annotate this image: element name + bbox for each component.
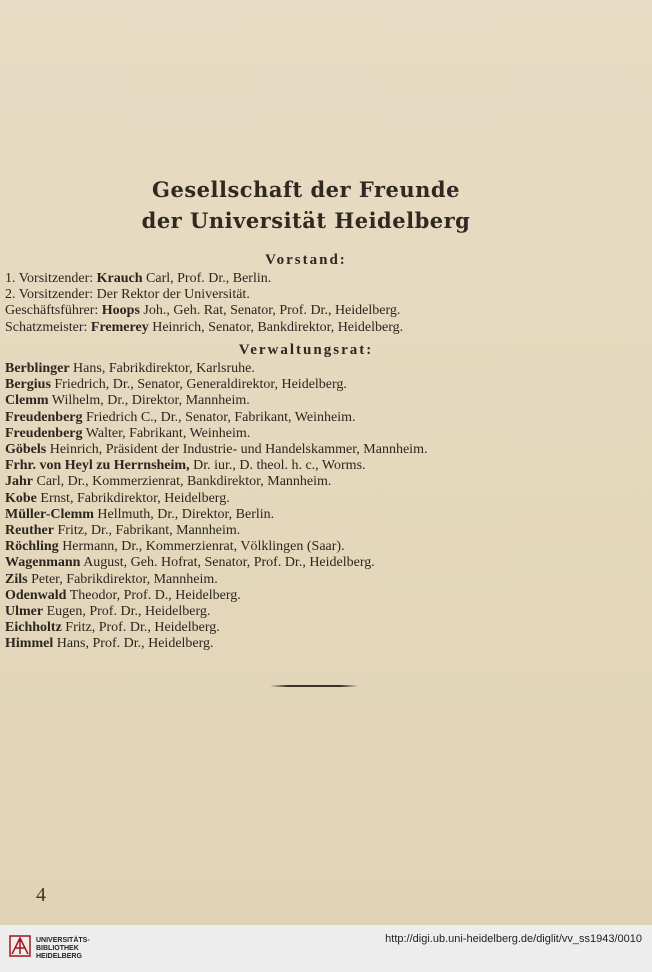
verwaltungsrat-heading: Verwaltungsrat: (238, 342, 374, 358)
member-entry: Kobe Ernst, Fabrikdirektor, Heidelberg. (5, 490, 230, 506)
member-entry: Himmel Hans, Prof. Dr., Heidelberg. (5, 636, 214, 652)
member-entry: Eichholtz Fritz, Prof. Dr., Heidelberg. (5, 620, 220, 636)
title-line-1: Gesellschaft der Freunde (152, 177, 460, 202)
member-entry: Zils Peter, Fabrikdirektor, Mannheim. (5, 571, 218, 587)
member-entry: Ulmer Eugen, Prof. Dr., Heidelberg. (5, 604, 211, 620)
member-entry: Reuther Fritz, Dr., Fabrikant, Mannheim. (5, 523, 241, 539)
member-entry: Jahr Carl, Dr., Kommerzienrat, Bankdirektor, Mannheim. (5, 474, 332, 490)
member-entry: Müller-Clemm Hellmuth, Dr., Direktor, Berlin. (5, 506, 275, 522)
vorstand-entry: 1. Vorsitzender: Krauch Carl, Prof. Dr., Berlin. (5, 271, 272, 286)
vorstand-entry: 2. Vorsitzender: Der Rektor der Universität. (5, 287, 250, 303)
member-entry: Freudenberg Friedrich C., Dr., Senator, Fabrikant, Weinheim. (5, 409, 356, 425)
member-entry: Bergius Friedrich, Dr., Senator, Generaldirektor, Heidelberg. (5, 377, 347, 393)
vorstand-entry: Schatzmeister: Fremerey Heinrich, Senator, Bankdirektor, Heidelberg. (5, 319, 404, 335)
member-entry: Clemm Wilhelm, Dr., Direktor, Mannheim. (5, 393, 250, 409)
library-logo-icon (9, 935, 31, 957)
member-entry: Frhr. von Heyl zu Herrnsheim, Dr. iur., D. theol. h. c., Worms. (5, 458, 366, 474)
section-divider (270, 685, 358, 687)
member-entry: Göbels Heinrich, Präsident der Industrie- und Handelskammer, Mannheim. (5, 442, 428, 458)
member-entry: Röchling Hermann, Dr., Kommerzienrat, Völklingen (Saar). (5, 539, 345, 555)
page-number: 4 (36, 884, 46, 906)
member-entry: Freudenberg Walter, Fabrikant, Weinheim. (5, 425, 251, 441)
vorstand-list (5, 271, 403, 336)
member-entry: Wagenmann August, Geh. Hofrat, Senator, Prof. Dr., Heidelberg. (5, 555, 375, 571)
member-entry: Odenwald Theodor, Prof. D., Heidelberg. (5, 587, 241, 603)
vorstand-entry: Geschäftsführer: Hoops Joh., Geh. Rat, Senator, Prof. Dr., Heidelberg. (5, 303, 401, 319)
title-line-2: der Universität Heidelberg (141, 208, 471, 233)
member-entry: Berblinger Hans, Fabrikdirektor, Karlsruhe. (5, 361, 255, 376)
library-logo-text: UNIVERSITÄTS- BIBLIOTHEK HEIDELBERG (36, 937, 90, 960)
permalink-url[interactable]: http://digi.ub.uni-heidelberg.de/diglit/vv_ss1943/0010 (385, 933, 642, 945)
verwaltungsrat-list (5, 361, 427, 653)
vorstand-heading: Vorstand: (265, 252, 347, 268)
